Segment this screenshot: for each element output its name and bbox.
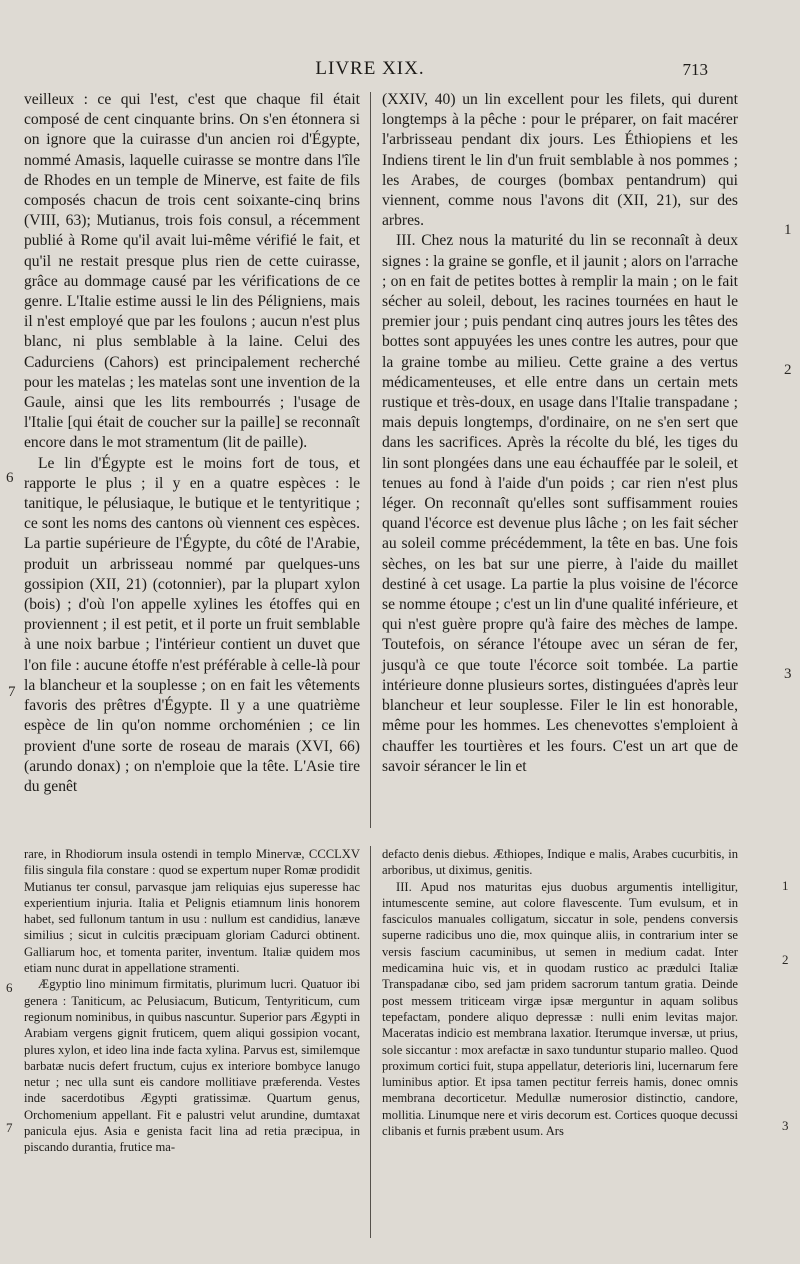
french-paragraph: (XXIV, 40) un lin excellent pour les filets, qui durent longtemps à la pêche : pour le préparer, on fait macérer l'arbrisseau pendant dix jours. Les Éthiopiens et les Indiens tirent le lin d'un fruit semblable à nos pommes ; les Arabes, de courges (bombax pentandrum) qui viennent, comme nous l'avons dit (XII, 21), sur des arbres. [382, 91, 738, 230]
french-paragraph: veilleux : ce qui l'est, c'est que chaque fil était composé de cent cinquante brins. On s'en étonnera si on ignore que la cuirasse d'un ancien roi d'Égypte, nommé Amasis, laquelle cuirasse se montre dans l'île de Rhodes en un temple de Minerve, est faite de fils composés chacun de trois cent soixante-cinq brins (VIII, 63); Mutianus, trois fois consul, a récemment publié à Rome qu'il avait lui-même vérifié le fait, et qu'il ne restait presque plus rien de cette cuirasse, grâce au dommage causé par les vérifications de ce genre. L'Italie estime aussi le lin des Péligniens, mais il n'est employé que par les foulons ; aucun n'est plus blanc, ni plus semblable à la laine. Celui des Cadurciens (Cahors) est principalement recherché pour les matelas ; les matelas sont une invention de la Gaule, ainsi que les lits rembourrés ; l'usage de l'Italie [qui était de coucher sur la paille] se reconnaît encore dans le mot stramentum (lit de paille). [24, 91, 360, 452]
latin-text-left-column [24, 846, 360, 1156]
section-number: 2 [784, 362, 792, 378]
section-number: 6 [6, 470, 14, 486]
french-text-right-column [382, 90, 738, 777]
section-number: 6 [6, 980, 13, 995]
chapter-title: LIVRE XIX. [315, 58, 425, 79]
latin-paragraph: defacto denis diebus. Æthiopes, Indique e malis, Arabes cucurbitis, in arboribus, ut diximus, genitis. [382, 847, 738, 878]
column-divider [370, 92, 371, 828]
section-number: 7 [8, 684, 16, 700]
french-paragraph: Le lin d'Égypte est le moins fort de tous, et rapporte le plus ; il y en a quatre espèces : le tanitique, le pélusiaque, le butique et le tentyritique ; ce sont les noms des cantons où viennent ces espèces. La partie supérieure de l'Égypte, du côté de l'Arabie, produit un arbrisseau nommé par quelques-uns gossipion (XII, 21) (cotonnier), par la plupart xylon (bois) ; d'où l'on appelle xylines les étoffes qui en proviennent ; il est petit, et il porte un fruit semblable à une noix barbue ; l'intérieur contient un duvet que l'on file : aucune étoffe n'est préférable à celle-là pour la blancheur et la souplesse ; on en fait les vêtements favoris des prêtres d'Égypte. Il y a une quatrième espèce de lin qu'on nomme orchoménien ; ce lin provient d'une sorte de roseau de marais (XVI, 66) (arundo donax) ; on n'emploie que la tête. L'Asie tire du genêt [24, 454, 360, 795]
french-text-left-column [24, 90, 360, 797]
page-number: 713 [682, 60, 708, 79]
latin-text-right-column [382, 846, 738, 1139]
running-header [0, 58, 800, 82]
section-number: 1 [784, 222, 792, 238]
french-paragraph: III. Chez nous la maturité du lin se reconnaît à deux signes : la graine se gonfle, et il jaunit ; alors on l'arrache ; on en fait de petites bottes à remplir la main ; on le fait sécher au soleil, debout, les racines tournées en haut le premier jour ; puis pendant cinq autres jours les têtes des bottes sont appuyées les unes contre les autres, pour que la graine tombe au milieu. Cette graine a des vertus médicamenteuses, et elle entre dans un certain mets rustique et très-doux, en usage dans l'Italie transpadane ; mais depuis longtemps, d'ordinaire, on ne s'en sert que dans les sacrifices. Après la récolte du blé, les tiges du lin sont plongées dans une eau échauffée par le soleil, et tenues au fond à l'aide d'un poids ; car rien n'est plus léger. On reconnaît qu'elles sont suffisamment rouies quand l'écorce est devenue plus lâche ; on les fait sécher au soleil comme précédemment, la tête en bas. Une fois sèches, on les bat sur une pierre, à l'aide du maillet destiné à cet usage. La partie la plus voisine de l'écorce se nomme étoupe ; c'est un lin d'une qualité inférieure, et qui n'est guère propre qu'à faire des mèches de lampe. Toutefois, on sérance l'étoupe avec un séran de fer, jusqu'à ce que toute l'écorce soit tombée. La partie intérieure donne plusieurs sortes, distinguées d'après leur blancheur et leur souplesse. Filer le lin est honorable, même pour les hommes. Les chenevottes s'emploient à chauffer les tourtières et les fours. C'est un art que de savoir sérancer le lin et [382, 232, 738, 775]
section-number: 1 [782, 878, 789, 893]
latin-paragraph: III. Apud nos maturitas ejus duobus argumentis intelligitur, intumescente semine, aut colore flavescente. Tum evulsum, et in fasciculos manuales colligatum, siccatur in sole, pendens conversis superne radicibus uno die, mox quinque aliis, in contrarium inter se versis fascium cacuminibus, ut semen in medium cadat. Inter medicamina huic vis, et in quodam rustico ac prædulci Italiæ Transpadanæ cibo, sed jam pridem sacrorum tantum gratia. Deinde post messem triticeam virgæ ipsæ merguntur in aquam solibus tepefactam, pondere aliquo depressæ : nulli enim levitas major. Maceratas indicio est membrana laxatior. Iterumque inversæ, ut prius, sole siccantur : mox arefactæ in saxo tunduntur stupario malleo. Quod proximum cortici fuit, stupa appellatur, deterioris lini, lucernarum fere luminibus aptior. Et ipsa tamen pectitur ferreis hamis, donec omnis membrana decorticetur. Medullæ numerosior distinctio, candore, mollitia. Linumque nere et viris decorum est. Cortices quoque decussi clibanis et furnis præbent usum. Ars [382, 879, 738, 1139]
section-number: 7 [6, 1120, 13, 1135]
section-number: 3 [784, 666, 792, 682]
section-number: 3 [782, 1118, 789, 1133]
column-divider [370, 846, 371, 1238]
latin-paragraph: rare, in Rhodiorum insula ostendi in templo Minervæ, CCCLXV filis singula fila constare : quod se expertum nuper Romæ prodidit Mutianus ter consul, parvasque jam reliquias ejus superesse hac experientium injuria. Italia et Pelignis etiamnum linis honorem habet, sed fullonum tantum in usu : nullum est candidius, lanæve similius ; sicut in culcitis præcipuam gloriam Cadurci obtinent. Galliarum hoc, et tomenta pariter, inventum. Italiæ quidem mos etiam nunc durat in appellatione stramenti. [24, 847, 360, 976]
section-number: 2 [782, 952, 789, 967]
latin-paragraph: Ægyptio lino minimum firmitatis, plurimum lucri. Quatuor ibi genera : Taniticum, ac Pelusiacum, Buticum, Tentyriticum, cum regionum nominibus, in quibus nascuntur. Superior pars Ægypti in Arabiam vergens gignit fruticem, quem aliqui gossipion vocant, plures xylon, et ideo lina inde facta xylina. Parvus est, similemque barbatæ nucis defert fructum, cujus ex interiore bombyce lanugo netur ; nec ulla sunt eis candore mollitiave præferenda. Vestes inde sacerdotibus Ægypti gratissimæ. Quartum genus, Orchomenium appellant. Fit e palustri velut arundine, dumtaxat panicula ejus. Asia e genista facit lina ad retia præcipua, in piscando durantia, frutice ma- [24, 977, 360, 1155]
